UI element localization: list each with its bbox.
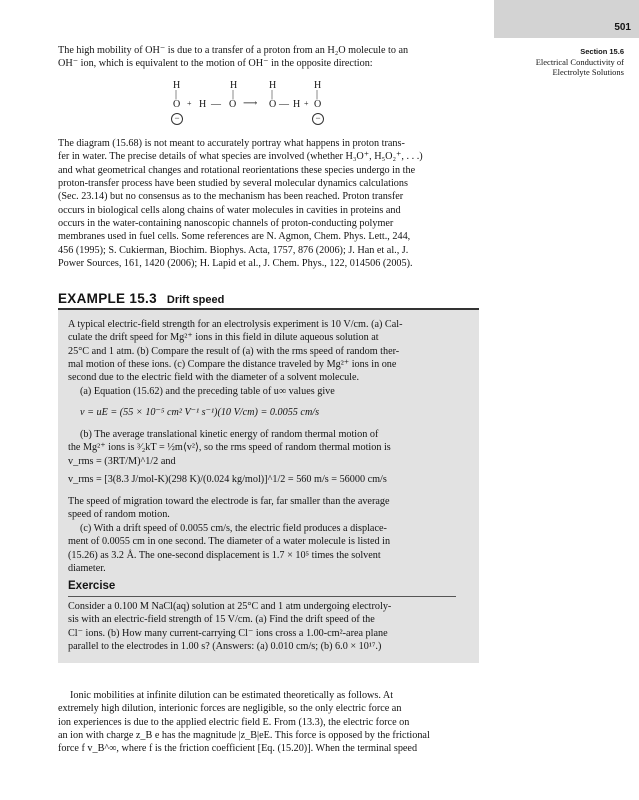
text-line: diameter. [68,563,106,575]
section-number: Section 15.6 [580,47,624,56]
text-line: force f v_B^∞, where f is the friction coefficient [Eq. (15.20)]. When the terminal speed [58,743,418,755]
reaction-arrow: ⟶ [243,98,258,109]
hydrogen-atom: H [314,80,322,91]
oxygen-atom: O [173,99,181,110]
text-line: sis with an electric-field strength of 15 V/cm. (a) Find the drift speed of the [68,614,375,626]
text-line: Power Sources, 161, 1420 (2006); H. Lapid et al., J. Chem. Phys., 122, 014506 (2005). [58,258,413,270]
example-label: EXAMPLE 15.3 [58,291,157,306]
text-line: occurs in the water-containing nanoscopic channels of proton-conducting polymer [58,218,394,230]
oxygen-atom: O [269,99,277,110]
text-line: v_rms = (3RT/M)^1/2 and [68,455,176,467]
text-line: The speed of migration toward the electrode is far, far smaller than the average [68,496,390,507]
text-line: OH⁻ ion, which is equivalent to the motion of OH⁻ in the opposite direction: [58,58,373,70]
text-line: proton-transfer process have been studied by several molecular dynamics calculations [58,178,408,190]
text-line: (Sec. 23.14) but no consensus as to the mechanism has been reached. Proton transfer [58,191,404,203]
text-line: 456 (1995); S. Cukierman, Biochim. Biophys. Acta, 1757, 876 (2006); J. Han et al., J. [58,244,409,256]
text-line: the Mg²⁺ ions is ³⁄₂kT = ½m⟨v²⟩, so the rms speed of random thermal motion is [68,442,391,454]
rms-speed-equation: v_rms = [3(8.3 J/mol-K)(298 K)/(0.024 kg/mol)]^1/2 = 560 m/s = 56000 cm/s [68,474,387,485]
bond: — [279,99,289,110]
hydrogen-atom: H [269,80,277,91]
text-line: A typical electric-field strength for an electrolysis experiment is 10 V/cm. (a) Cal- [68,319,403,330]
example-heading [58,290,478,308]
part-a: (a) Equation (15.62) and the preceding table of u∞ values give [80,386,335,397]
text-line: membranes used in fuel cells. Some references are N. Agmon, Chem. Phys. Lett., 244, [58,231,411,243]
mobility-paragraph [58,689,468,756]
bond: | [175,89,178,100]
text-line: 25°C and 1 atm. (b) Compare the result of (a) with the rms speed of random ther- [68,345,400,357]
text-line: (b) The average translational kinetic energy of random thermal motion of [80,429,379,440]
bond: | [316,89,319,100]
text-line: speed of random motion. [68,509,170,521]
plus-sign: + [187,99,192,108]
hydrogen-atom: H [230,80,238,91]
text-line: extremely high dilution, interionic forces are negligible, so the only electric force an [58,703,402,715]
negative-charge-icon: − [171,113,183,125]
bond: | [271,89,274,100]
text-line: ment of 0.0055 cm in one second. The diameter of a water molecule is listed in [68,536,391,548]
text-line: (15.26) as 3.2 Å. The one-second displacement is 1.7 × 10⁵ times the solvent [68,549,381,561]
text-line: The diagram (15.68) is not meant to accurately portray what happens in proton trans- [58,138,405,149]
running-header [494,47,624,77]
hydrogen-atom: H [199,99,207,110]
exercise-rule [68,596,456,597]
oxygen-atom: O [229,99,237,110]
text-line: The high mobility of OH⁻ is due to a transfer of a proton from an H₂O molecule to an [58,45,409,56]
text-line: fer in water. The precise details of what species are involved (whether H₃O⁺, H₅O₂⁺, . . .) [58,151,423,163]
drift-speed-equation: v = uE = (55 × 10⁻⁵ cm² V⁻¹ s⁻¹)(10 V/cm) = 0.0055 cm/s [80,407,320,418]
text-line: and what geometrical changes and rotational reorientations these species undergo in the [58,164,416,176]
plus-sign: + [304,99,309,108]
example-title: Drift speed [166,294,225,306]
page-number: 501 [614,22,631,33]
proton-transfer-paragraph [58,137,468,270]
oxygen-atom: O [314,99,322,110]
part-b [68,428,456,468]
section-title-line1: Electrical Conductivity of [535,57,624,67]
part-c [68,522,456,575]
section-title-line2: Electrolyte Solutions [552,67,624,77]
text-line: culate the drift speed for Mg²⁺ ions in this field in dilute aqueous solution at [68,332,379,344]
text-line: (c) With a drift speed of 0.0055 cm/s, the electric field produces a displace- [80,523,387,534]
text-line: Consider a 0.100 M NaCl(aq) solution at 25°C and 1 atm undergoing electroly- [68,601,392,612]
page-number-bar [494,0,639,38]
hydrogen-atom: H [173,80,181,91]
text-line: occurs in biological cells along chains of water molecules in cavities in proteins and [58,204,401,216]
hydrogen-atom: H [293,99,301,110]
bond: | [232,89,235,100]
text-line: Ionic mobilities at infinite dilution can be estimated theoretically as follows. At [70,690,394,701]
text-line: Cl⁻ ions. (b) How many current-carrying Cl⁻ ions cross a 1.00-cm²-area plane [68,627,388,639]
comparison-text [68,495,456,522]
exercise-text [68,600,456,653]
exercise-heading: Exercise [68,580,116,592]
negative-charge-icon: − [312,113,324,125]
text-line: parallel to the electrodes in 1.00 s? (Answers: (a) 0.010 cm/s; (b) 6.0 × 10¹⁷.) [68,641,382,653]
text-line: an ion with charge z_B e has the magnitude |z_B|eE. This force is opposed by the frictional [58,730,430,742]
text-line: second due to the electric field with the diameter of a solvent molecule. [68,372,360,384]
text-line: ion experiences is due to the applied electric field E. From (13.3), the electric force on [58,716,410,728]
bond: — [211,99,221,110]
intro-paragraph [58,44,468,71]
example-problem [68,318,456,385]
text-line: mal motion of these ions. (c) Compare the distance traveled by Mg²⁺ ions in one [68,359,397,371]
proton-transfer-diagram [165,80,345,132]
